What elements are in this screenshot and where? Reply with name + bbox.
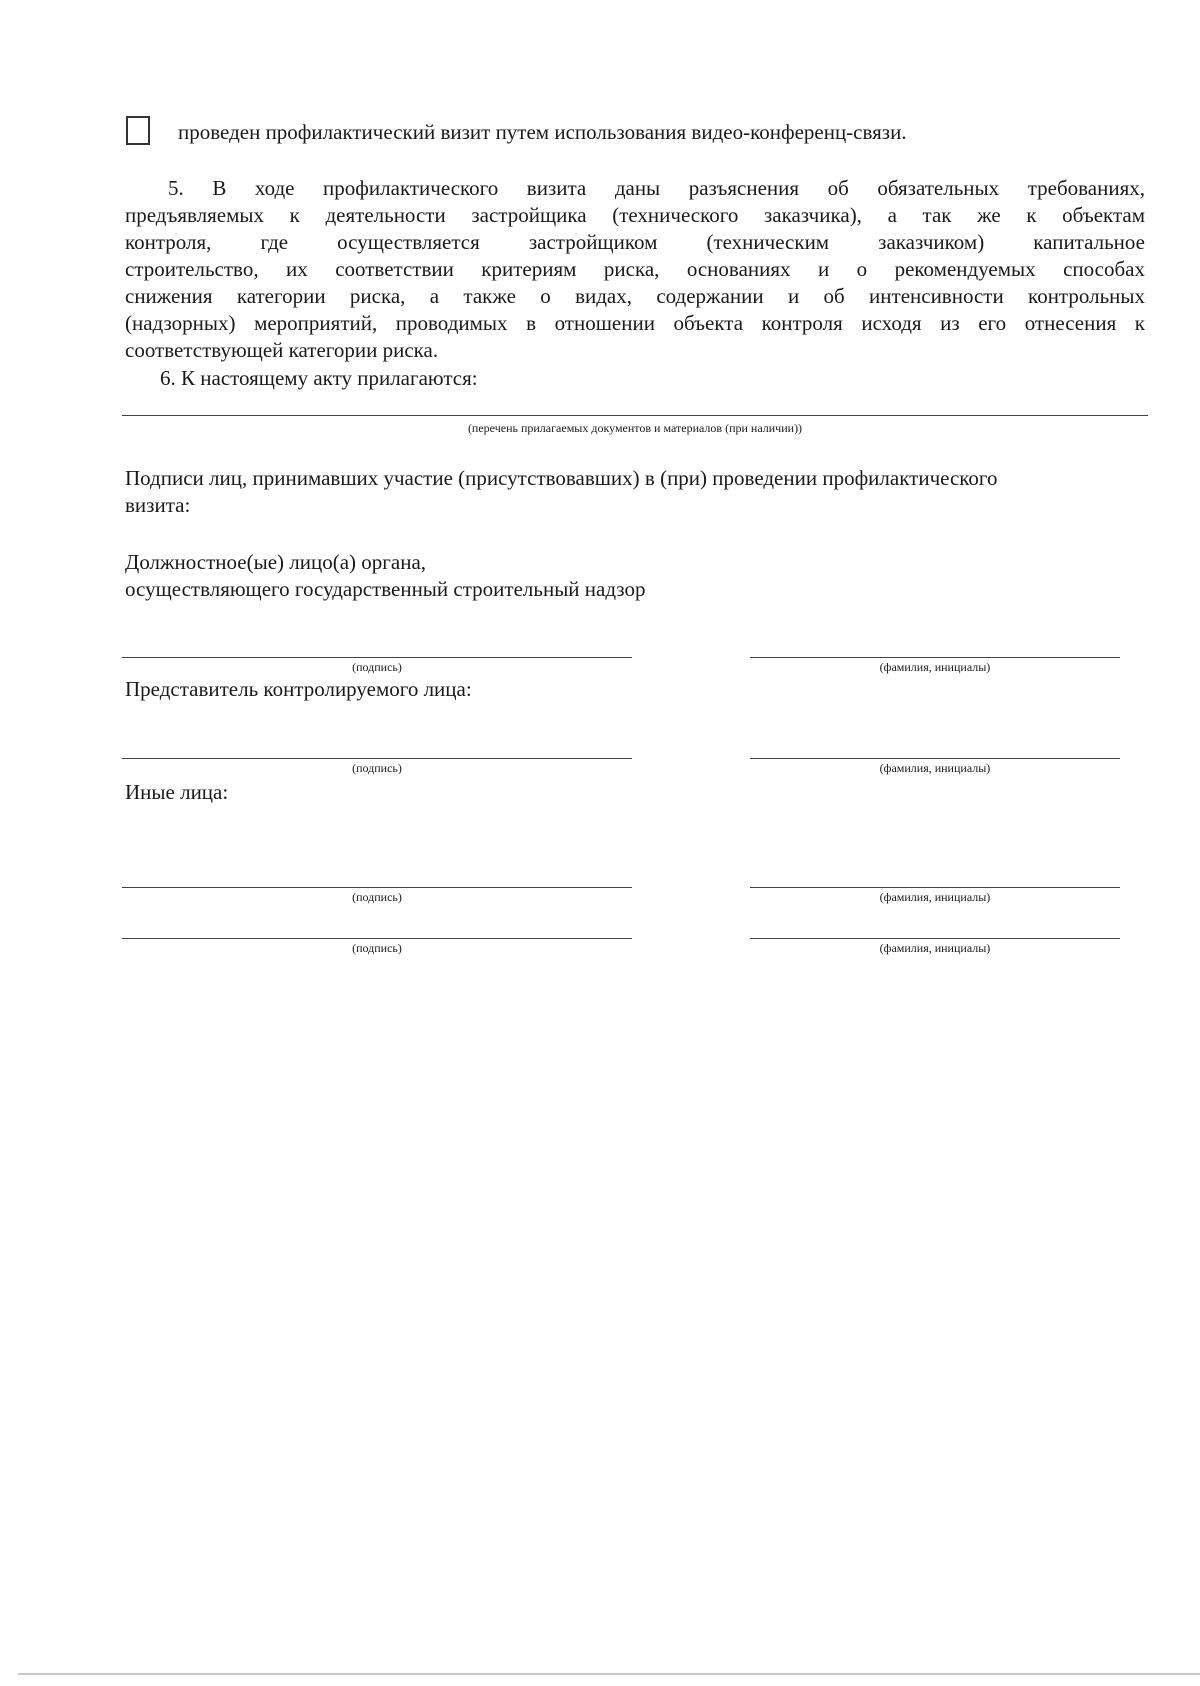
name-line — [750, 887, 1120, 888]
attachments-line — [122, 415, 1148, 416]
section-5-line: 5. В ходе профилактического визита даны разъяснения об обязательных требованиях, — [168, 176, 1145, 200]
name-line — [750, 938, 1120, 939]
name-caption: (фамилия, инициалы) — [879, 761, 991, 775]
page-bottom-edge — [18, 1673, 1200, 1675]
official-heading-line: Должностное(ые) лицо(а) органа, — [125, 550, 427, 574]
signature-line — [122, 887, 632, 888]
name-line — [750, 657, 1120, 658]
section-5-line: строительство, их соответствии критериям риска, основаниях и о рекомендуемых способах — [125, 257, 1145, 281]
signature-line — [122, 938, 632, 939]
section-5-line: предъявляемых к деятельности застройщика (технического заказчика), а так же к объектам — [125, 203, 1145, 227]
signature-caption: (подпись) — [352, 941, 402, 955]
name-caption: (фамилия, инициалы) — [879, 941, 991, 955]
checkbox-label: проведен профилактический визит путем использования видео-конференц-связи. — [178, 120, 907, 144]
official-heading-line: осуществляющего государственный строительный надзор — [125, 577, 646, 601]
section-5-line: (надзорных) мероприятий, проводимых в отношении объекта контроля исходя из его отнесения к — [125, 311, 1145, 335]
section-5-line: соответствующей категории риска. — [125, 338, 439, 362]
signature-caption: (подпись) — [352, 660, 402, 674]
representative-heading: Представитель контролируемого лица: — [125, 677, 472, 701]
signatures-intro-line: Подписи лиц, принимавших участие (присутствовавших) в (при) проведении профилактического — [125, 466, 998, 490]
name-line — [750, 758, 1120, 759]
name-caption: (фамилия, инициалы) — [879, 890, 991, 904]
signature-caption: (подпись) — [352, 890, 402, 904]
signature-line — [122, 758, 632, 759]
signature-caption: (подпись) — [352, 761, 402, 775]
name-caption: (фамилия, инициалы) — [879, 660, 991, 674]
attachments-caption: (перечень прилагаемых документов и материалов (при наличии)) — [467, 421, 803, 435]
section-5-line: снижения категории риска, а также о видах, содержании и об интенсивности контрольных — [125, 284, 1145, 308]
section-5-line: контроля, где осуществляется застройщиком (техническим заказчиком) капитальное — [125, 230, 1145, 254]
others-heading: Иные лица: — [125, 780, 229, 804]
section-6-heading: 6. К настоящему акту прилагаются: — [160, 366, 478, 390]
video-conference-checkbox[interactable] — [126, 116, 150, 145]
signature-line — [122, 657, 632, 658]
signatures-intro-line: визита: — [125, 493, 191, 517]
